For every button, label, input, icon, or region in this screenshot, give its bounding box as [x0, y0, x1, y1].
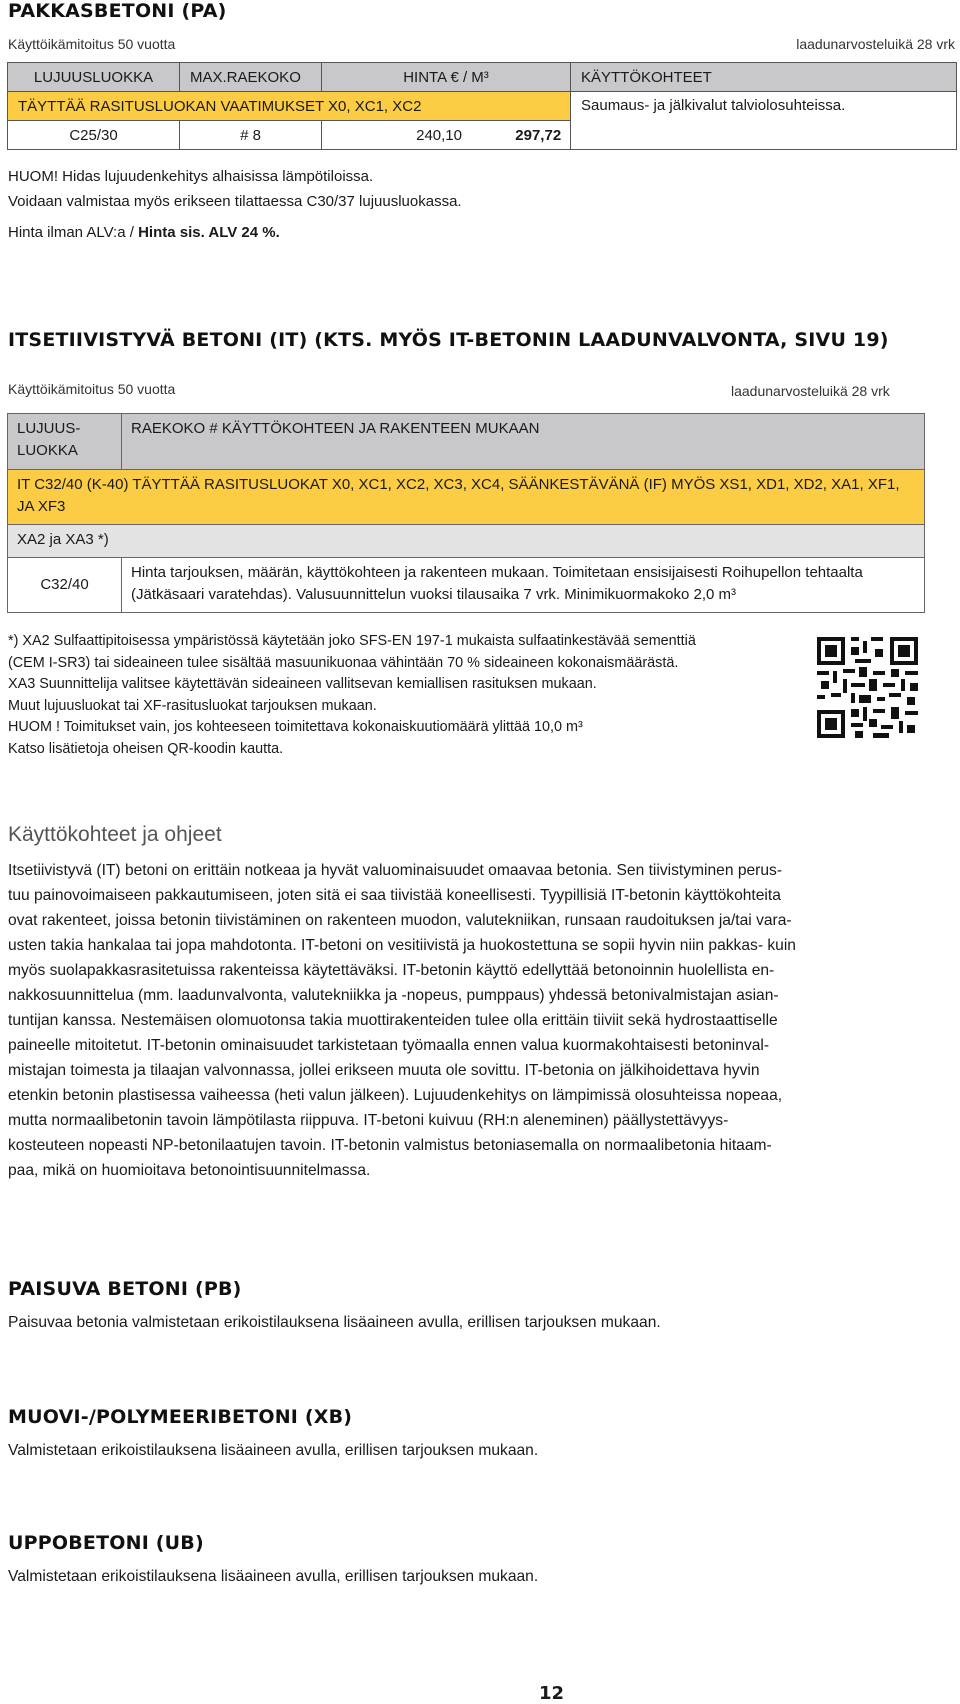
pa-price: 240,10: [416, 126, 462, 144]
footnote: Muut lujuusluokat tai XF-rasitusluokat tarjouksen mukaan.: [8, 697, 377, 714]
usage-line: tuu painovoimaiseen pakkautumiseen, joten sitä ei saa tiivistää koneellisesti. Tyypillisiä IT-betonin käyttökohteita: [8, 887, 781, 904]
usage-line: Itsetiivistyvä (IT) betoni on erittäin notkeaa ja hyvät valuominaisuudet omaavaa betonia. Sen tiivistyminen perus-: [8, 862, 783, 879]
pa-requirement: TÄYTTÄÄ RASITUSLUOKAN VAATIMUKSET X0, XC1, XC2: [8, 92, 571, 121]
usage-heading: Käyttökohteet ja ohjeet: [8, 823, 222, 846]
usage-line: nakkosuunnittelua (mm. laadunvalvonta, valutekniikka ja -nopeus, pumppaus) yhdessä betonivalmistajan asian-: [8, 987, 779, 1004]
section-title-pb: PAISUVA BETONI (PB): [8, 1278, 242, 1300]
pa-note: Voidaan valmistaa myös erikseen tilattaessa C30/37 lujuusluokassa.: [8, 193, 462, 210]
header-usage: KÄYTTÖKOHTEET: [571, 63, 957, 92]
footnote: XA3 Suunnittelija valitsee käytettävän sideaineen vallitsevan kemiallisen rasituksen mukaan.: [8, 676, 597, 692]
it-table-header: [8, 414, 925, 470]
pa-class: C25/30: [8, 121, 180, 150]
usage-line: etenkin betonin plastisessa vaiheessa (heti valun jälkeen). Lujuudenkehitys on lämpimissä olosuhteissa nopeaa,: [8, 1087, 783, 1104]
usage-line: paa, mikä on huomioitava betonointisuunnitelmassa.: [8, 1162, 371, 1179]
usage-line: mistajan toimesta ja tilaajan valvonnassa, jollei erikseen muuta ole sovittu. IT-betonia on jälkihoidettava hyvin: [8, 1062, 760, 1079]
pa-table-header: [8, 63, 957, 92]
pa-price-vat: 297,72: [515, 126, 562, 144]
pa-table: [7, 62, 957, 150]
pa-price-note: [8, 220, 462, 245]
it-requirement-row: [8, 470, 925, 525]
it-class: C32/40: [8, 558, 122, 613]
xb-text: Valmistetaan erikoistilauksena lisäaineen avulla, erillisen tarjouksen mukaan.: [8, 1442, 539, 1459]
header-class: LUJUUSLUOKKA: [8, 63, 180, 92]
it-footnotes: [8, 631, 798, 760]
pa-notes: [8, 164, 462, 245]
price-note-prefix: Hinta ilman ALV:a /: [8, 224, 139, 241]
footnote: (CEM I-SR3) tai sideaineen tulee sisältää masuunikuonaa vähintään 70 % sideaineen kokonaismäärästä.: [8, 654, 679, 671]
usage-line: myös suolapakkasrasitetuissa rakenteissa käytettäväksi. IT-betonin käyttö edellyttää betonoinnin huolellista en-: [8, 962, 775, 979]
pa-price-cell: [322, 121, 571, 150]
header-aggregate: MAX.RAEKOKO: [180, 63, 322, 92]
section-title-pa: PAKKASBETONI (PA): [8, 0, 227, 22]
footnote: HUOM ! Toimitukset vain, jos kohteeseen toimitettava kokonaiskuutiomäärä ylittää 10,0 m³: [8, 719, 583, 735]
it-header-class-line: LUOKKA: [17, 442, 78, 459]
it-xa-row: [8, 525, 925, 558]
section-title-ub: UPPOBETONI (UB): [8, 1532, 204, 1554]
ub-text: Valmistetaan erikoistilauksena lisäaineen avulla, erillisen tarjouksen mukaan.: [8, 1568, 539, 1585]
pa-note: HUOM! Hidas lujuudenkehitys alhaisissa lämpötiloissa.: [8, 168, 374, 185]
usage-line: paineelle mitoitetut. IT-betonin ominaisuudet tarkistetaan työmaalla ennen valua kuormakohtaisesti betoninval-: [8, 1037, 770, 1054]
usage-line: mutta normaalibetonin tavoin lämpötilasta riippuva. IT-betoni kuivuu (RH:n aleneminen) päällystettävyys-: [8, 1112, 729, 1129]
it-lifetime: Käyttöikämitoitus 50 vuotta: [8, 381, 176, 397]
it-age: laadunarvosteluikä 28 vrk: [731, 383, 890, 399]
section-title-it: ITSETIIVISTYVÄ BETONI (IT) (KTS. MYÖS IT-BETONIN LAADUNVALVONTA, SIVU 19): [8, 329, 889, 351]
pb-text: Paisuvaa betonia valmistetaan erikoistilauksena lisäaineen avulla, erillisen tarjouksen mukaan.: [8, 1314, 661, 1331]
it-class-row: [8, 558, 925, 613]
usage-line: kosteuteen nopeasti NP-betonilaatujen tavoin. IT-betonin valmistus betoniasemalla on normaalibetonia hitaam-: [8, 1137, 772, 1154]
footnote: Katso lisätietoja oheisen QR-koodin kautta.: [8, 740, 284, 757]
usage-line: ovat rakenteet, joissa betonin tiivistäminen on rakenteen muodon, valutekniikan, runsaan raudoituksen ja/tai vara-: [8, 912, 792, 929]
pa-aggregate: # 8: [180, 121, 322, 150]
usage-line: tuntijan kanssa. Nestemäisen olomuotonsa takia muottirakenteiden tulee olla erittäin tiiviit sekä hydrostaattiselle: [8, 1012, 778, 1029]
it-header-aggregate: RAEKOKO # KÄYTTÖKOHTEEN JA RAKENTEEN MUKAAN: [122, 414, 925, 470]
price-note-bold: Hinta sis. ALV 24 %.: [138, 224, 280, 241]
pa-age: laadunarvosteluikä 28 vrk: [796, 36, 955, 52]
it-table: [7, 413, 925, 613]
page-number: 12: [539, 1683, 565, 1704]
pa-usage: Saumaus- ja jälkivalut talviolosuhteissa.: [571, 92, 957, 150]
qr-code-icon[interactable]: [817, 637, 918, 738]
pa-requirement-row: [8, 92, 957, 121]
it-header-class: [8, 414, 122, 470]
usage-line: usten takia hankalaa tai jopa mahdotonta. IT-betoni on vesitiivistä ja huokostettuna se sopii hyvin niin pakkas- kuin: [8, 937, 796, 954]
usage-text: [8, 858, 953, 1183]
it-header-class-line: LUJUUS-: [17, 420, 81, 437]
section-title-xb: MUOVI-/POLYMEERIBETONI (XB): [8, 1406, 353, 1428]
pa-lifetime: Käyttöikämitoitus 50 vuotta: [8, 36, 176, 52]
it-requirement: IT C32/40 (K-40) TÄYTTÄÄ RASITUSLUOKAT X0, XC1, XC2, XC3, XC4, SÄÄNKESTÄVÄNÄ (IF) MYÖS XS1, XD1, XD2, XA1, XF1, JA XF3: [8, 470, 925, 525]
it-xa: XA2 ja XA3 *): [8, 525, 925, 558]
it-class-desc: Hinta tarjouksen, määrän, käyttökohteen ja rakenteen mukaan. Toimitetaan ensisijaisesti Roihupellon tehtaalta (Jätkäsaari varatehdas). Valusuunnittelun vuoksi tilausaika 7 vrk. Minimikuormakoko 2,0 m³: [122, 558, 925, 613]
header-price: HINTA € / M³: [322, 63, 571, 92]
footnote: *) XA2 Sulfaattipitoisessa ympäristössä käytetään joko SFS-EN 197-1 mukaista sulfaatinkestävää sementtiä: [8, 633, 696, 649]
